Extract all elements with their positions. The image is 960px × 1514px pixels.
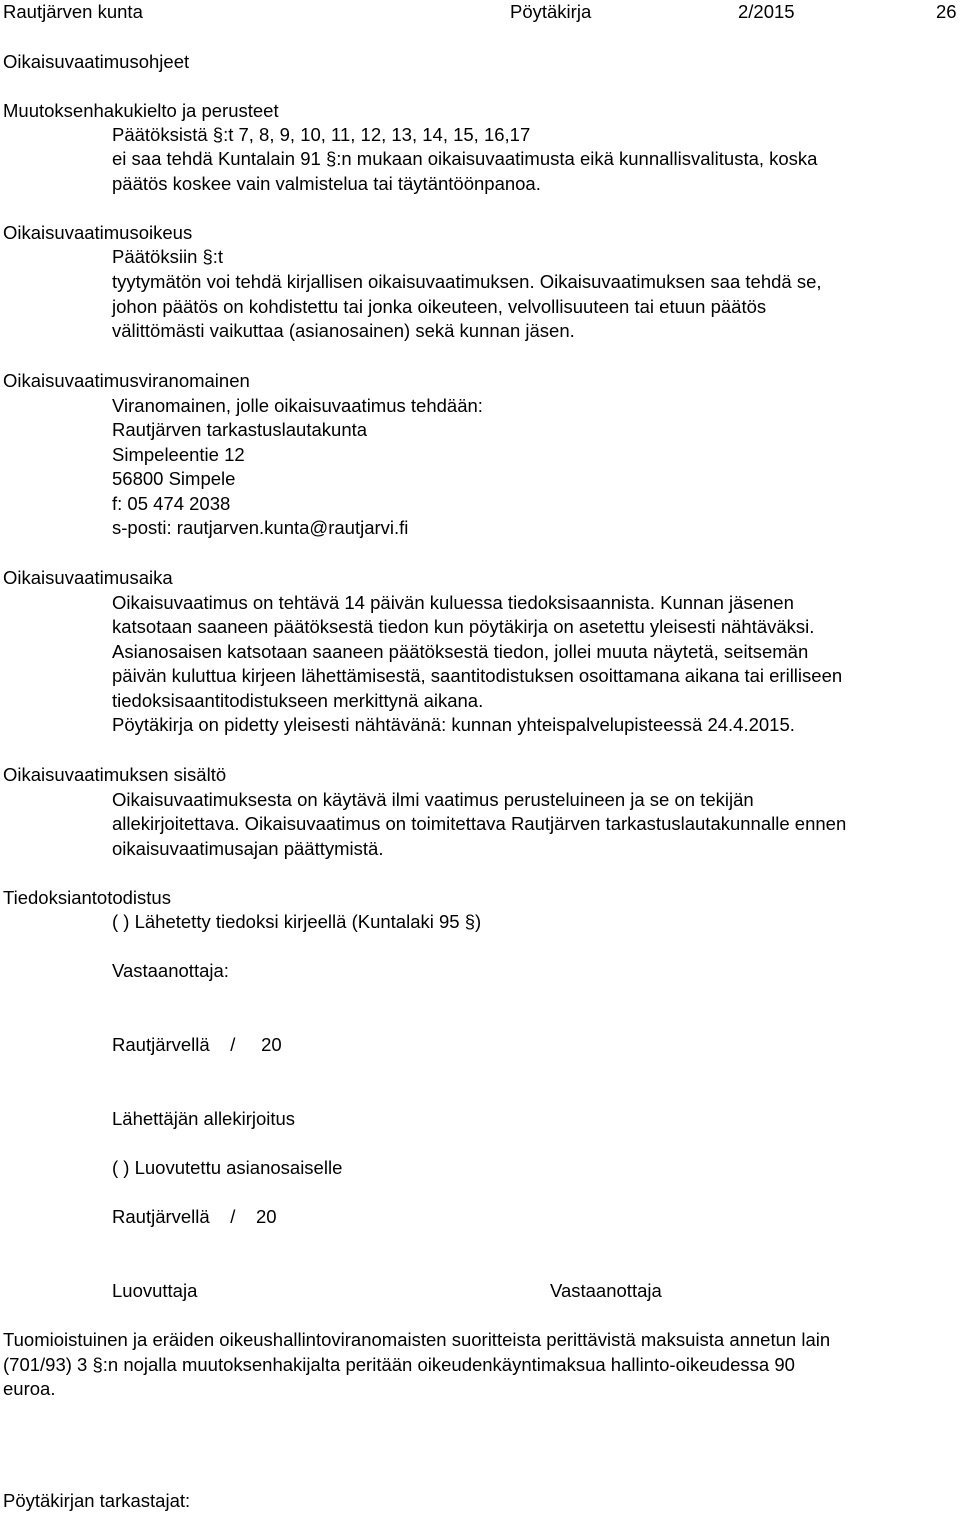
body-line: Simpeleentie 12 [112, 444, 245, 465]
body-line: (701/93) 3 §:n nojalla muutoksenhakijalta peritään oikeudenkäyntimaksua hallinto-oikeudessa 90 [3, 1354, 795, 1375]
body-line: välittömästi vaikuttaa (asianosainen) sekä kunnan jäsen. [112, 320, 575, 341]
date-line: Rautjärvellä / 20 [112, 1034, 282, 1055]
body-line: päätös koskee vain valmistelua tai täytäntöönpanoa. [112, 173, 541, 194]
body-line: euroa. [3, 1378, 56, 1399]
section-heading: Tiedoksiantotodistus [3, 887, 171, 908]
body-line: Rautjärven tarkastuslautakunta [112, 419, 368, 440]
section-heading: Muutoksenhakukielto ja perusteet [3, 100, 279, 121]
body-line: johon päätös on kohdistettu tai jonka oikeuteen, velvollisuuteen tai etuun päätös [112, 296, 767, 317]
body-line: Pöytäkirja on pidetty yleisesti nähtävänä: kunnan yhteispalvelupisteessä 24.4.2015. [112, 714, 795, 735]
body-line: Asianosaisen katsotaan saaneen päätöksestä tiedon, jollei muuta näytetä, seitsemän [112, 641, 809, 662]
body-line: Tuomioistuinen ja eräiden oikeushallintoviranomaisten suoritteista perittävistä maksuista annetun lain [3, 1329, 831, 1350]
body-line: Päätöksistä §:t 7, 8, 9, 10, 11, 12, 13, 14, 15, 16,17 [112, 124, 531, 145]
minutes-checkers-heading: Pöytäkirjan tarkastajat: [3, 1490, 191, 1511]
body-line: f: 05 474 2038 [112, 493, 231, 514]
body-line: Päätöksiin §:t [112, 246, 224, 267]
body-line: allekirjoitettava. Oikaisuvaatimus on toimitettava Rautjärven tarkastuslautakunnalle ennen [112, 813, 847, 834]
body-line: katsotaan saaneen päätöksestä tiedon kun pöytäkirja on asetettu yleisesti nähtäväksi. [112, 616, 815, 637]
body-line: 56800 Simpele [112, 468, 236, 489]
recipient-label: Vastaanottaja: [112, 960, 229, 981]
header-municipality: Rautjärven kunta [3, 1, 143, 22]
section-heading: Oikaisuvaatimuksen sisältö [3, 764, 227, 785]
section-heading: Oikaisuvaatimusoikeus [3, 222, 193, 243]
handed-over-checkbox-label: ( ) Luovutettu asianosaiselle [112, 1157, 343, 1178]
body-line: päivän kuluttua kirjeen lähettämisestä, saantitodistuksen osoittamana aikana tai erilliseen [112, 665, 843, 686]
email-address: s-posti: rautjarven.kunta@rautjarvi.fi [112, 517, 409, 538]
body-line: oikaisuvaatimusajan päättymistä. [112, 838, 384, 859]
section-heading: Oikaisuvaatimusviranomainen [3, 370, 250, 391]
body-line: Viranomainen, jolle oikaisuvaatimus tehdään: [112, 395, 483, 416]
sent-by-letter-checkbox-label: ( ) Lähetetty tiedoksi kirjeellä (Kuntalaki 95 §) [112, 911, 482, 932]
body-line: tyytymätön voi tehdä kirjallisen oikaisuvaatimuksen. Oikaisuvaatimuksen saa tehdä se, [112, 271, 822, 292]
body-line: Oikaisuvaatimus on tehtävä 14 päivän kuluessa tiedoksisaannista. Kunnan jäsenen [112, 592, 794, 613]
page-title: Oikaisuvaatimusohjeet [3, 51, 190, 72]
header-page-number: 26 [936, 1, 957, 22]
header-doc-type: Pöytäkirja [510, 1, 592, 22]
sender-signature-label: Lähettäjän allekirjoitus [112, 1108, 296, 1129]
body-line: ei saa tehdä Kuntalain 91 §:n mukaan oikaisuvaatimusta eikä kunnallisvalitusta, koska [112, 148, 818, 169]
header-number: 2/2015 [738, 1, 795, 22]
body-line: Oikaisuvaatimuksesta on käytävä ilmi vaatimus perusteluineen ja se on tekijän [112, 789, 754, 810]
section-heading: Oikaisuvaatimusaika [3, 567, 173, 588]
body-line: tiedoksisaantitodistukseen merkittynä aikana. [112, 690, 484, 711]
date-line: Rautjärvellä / 20 [112, 1206, 277, 1227]
handover-to-label: Vastaanottaja [550, 1280, 662, 1301]
handover-by-label: Luovuttaja [112, 1280, 198, 1301]
